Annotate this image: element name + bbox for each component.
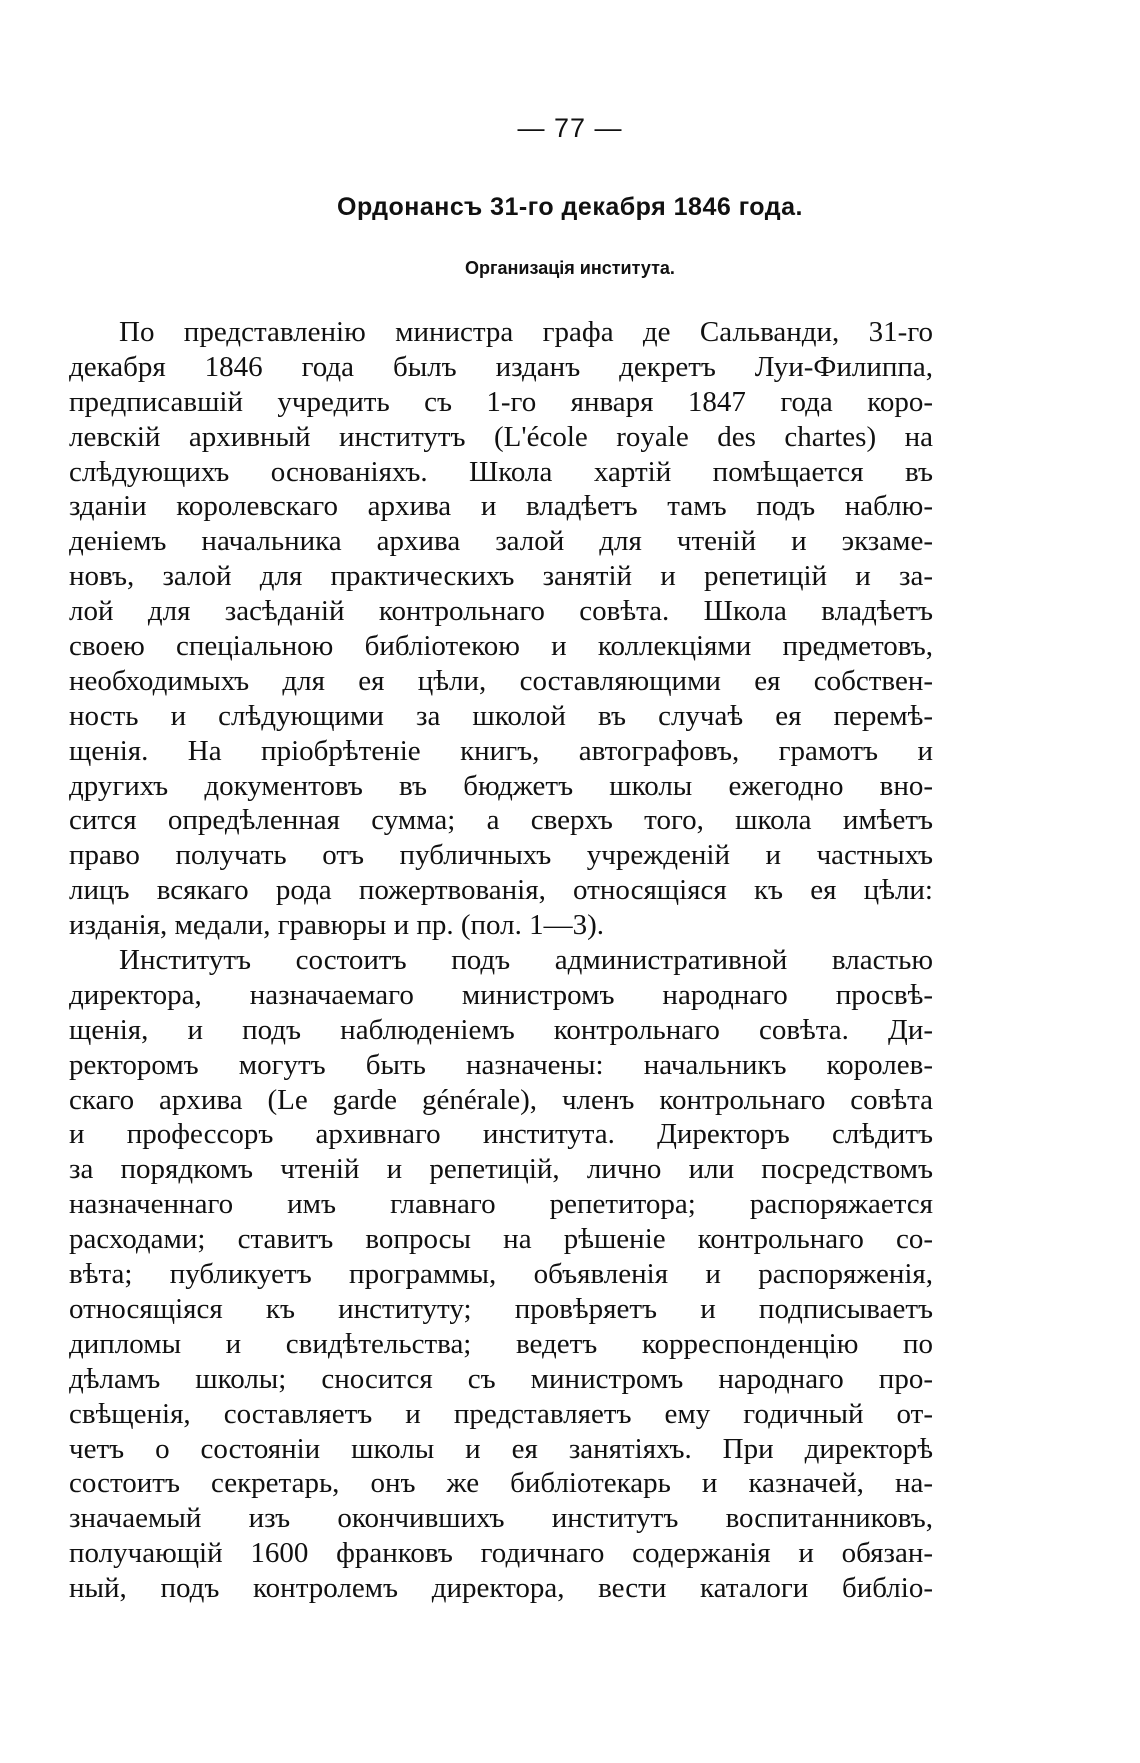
text-line: лицъ всякаго рода пожертвованія, относящіяся къ ея цѣли:: [69, 874, 933, 907]
page-number: — 77 —: [517, 113, 623, 143]
paragraph-1: [69, 315, 933, 943]
text-line: состоитъ секретарь, онъ же библіотекарь и казначей, на-: [69, 1467, 933, 1500]
text-line: необходимыхъ для ея цѣли, составляющими ея собствен-: [69, 664, 933, 697]
text-line: и профессоръ архивнаго института. Директоръ слѣдитъ: [69, 1118, 933, 1151]
text-line: лой для засѣданій контрольнаго совѣта. Школа владѣетъ: [69, 595, 933, 628]
text-line: свѣщенія, составляетъ и представляетъ ему годичный от-: [69, 1397, 933, 1430]
text-line: за порядкомъ чтеній и репетицій, лично или посредствомъ: [69, 1153, 933, 1186]
text-line: четъ о состояніи школы и ея занятіяхъ. При директорѣ: [69, 1432, 933, 1465]
text-line: другихъ документовъ въ бюджетъ школы ежегодно вно-: [69, 769, 933, 802]
text-line: предписавшій учредить съ 1-го января 1847 года коро-: [69, 385, 933, 418]
text-line: деніемъ начальника архива залой для чтеній и экзаме-: [69, 525, 933, 558]
body-text: [69, 315, 933, 1606]
text-line: относящіяся къ институту; провѣряетъ и подписываетъ: [69, 1292, 933, 1325]
text-line: расходами; ставитъ вопросы на рѣшеніе контрольнаго со-: [69, 1223, 933, 1256]
text-line: новъ, залой для практическихъ занятій и репетицій и за-: [69, 560, 933, 593]
text-line: своею спеціальною библіотекою и коллекціями предметовъ,: [69, 630, 933, 663]
text-line: По представленію министра графа де Сальванди, 31-го: [119, 316, 933, 348]
text-line: ный, подъ контролемъ директора, вести каталоги библіо-: [69, 1572, 933, 1605]
text-line: щенія. На пріобрѣтеніе книгъ, автографовъ, грамотъ и: [69, 734, 933, 767]
text-line: зданіи королевскаго архива и владѣетъ тамъ подъ наблю-: [69, 490, 933, 523]
text-line: слѣдующихъ основаніяхъ. Школа хартій помѣщается въ: [69, 455, 933, 488]
text-line: изданія, медали, гравюры и пр. (пол. 1—3).: [69, 909, 605, 942]
text-line: декабря 1846 года былъ изданъ декретъ Луи-Филиппа,: [69, 350, 933, 383]
text-line: левскій архивный институтъ (L'école royale des chartes) на: [69, 420, 933, 453]
text-line: скаго архива (Le garde générale), членъ контрольнаго совѣта: [69, 1083, 933, 1116]
text-line: назначеннаго имъ главнаго репетитора; распоряжается: [69, 1188, 933, 1221]
text-line: щенія, и подъ наблюденіемъ контрольнаго совѣта. Ди-: [69, 1013, 933, 1046]
text-line: Институтъ состоитъ подъ административной властью: [119, 944, 933, 977]
paragraph-2: [69, 943, 933, 1606]
text-line: дѣламъ школы; сносится съ министромъ народнаго про-: [69, 1362, 933, 1395]
section-title: Ордонансъ 31-го декабря 1846 года.: [337, 193, 803, 221]
text-line: директора, назначаемаго министромъ народнаго просвѣ-: [69, 978, 933, 1011]
text-line: ность и слѣдующими за школой въ случаѣ ея перемѣ-: [69, 699, 933, 732]
text-line: получающій 1600 франковъ годичнаго содержанія и обязан-: [69, 1537, 933, 1570]
text-line: вѣта; публикуетъ программы, объявленія и распоряженія,: [69, 1258, 933, 1291]
section-subtitle: Организація института.: [465, 258, 675, 278]
text-line: значаемый изъ окончившихъ институтъ воспитанниковъ,: [69, 1502, 933, 1535]
text-line: ректоромъ могутъ быть назначены: начальникъ королев-: [69, 1048, 933, 1081]
text-line: сится опредѣленная сумма; а сверхъ того, школа имѣетъ: [69, 804, 933, 837]
text-line: право получать отъ публичныхъ учрежденій и частныхъ: [69, 839, 933, 872]
text-line: дипломы и свидѣтельства; ведетъ корреспонденцію по: [69, 1327, 933, 1360]
